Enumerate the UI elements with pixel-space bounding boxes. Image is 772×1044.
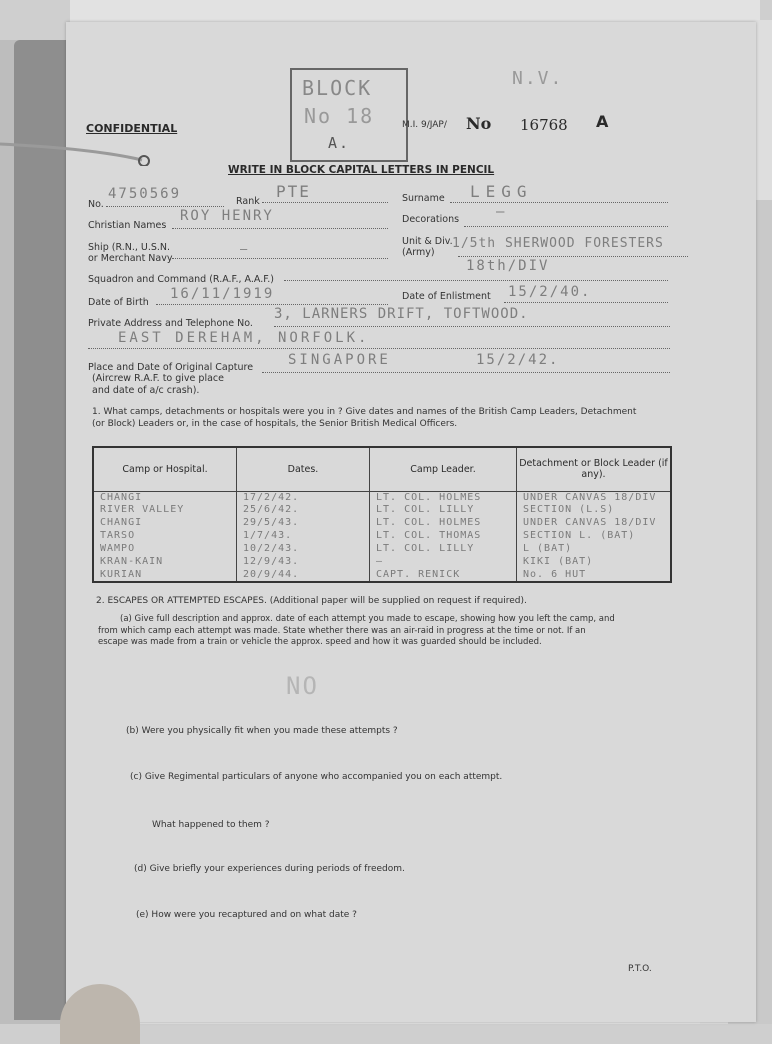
leader-cell: CAPT. RENICK: [370, 569, 517, 582]
folder-binding-strip: [14, 40, 70, 1020]
camp-cell: WAMPO: [93, 543, 237, 556]
table-row: [93, 556, 671, 569]
leader-cell: LT. COL. HOLMES: [370, 517, 517, 530]
address-label: Private Address and Telephone No.: [88, 318, 253, 329]
corner-note: N.V.: [512, 68, 564, 89]
detachment-cell: No. 6 HUT: [517, 569, 672, 582]
question-2c: (c) Give Regimental particulars of anyone who accompanied you on each attempt.: [130, 772, 503, 782]
capture-label-1: Place and Date of Original Capture: [88, 362, 254, 373]
christian-names-label: Christian Names: [88, 220, 167, 231]
squadron-line: [284, 266, 668, 281]
leader-cell: LT. COL. LILLY: [370, 543, 517, 556]
form-number: 16768: [520, 116, 568, 134]
mi-reference: M.I. 9/JAP/: [402, 120, 447, 130]
detachment-cell: UNDER CANVAS 18/DIV: [517, 517, 672, 530]
capture-label-2: (Aircrew R.A.F. to give place: [92, 373, 224, 384]
pto-label: P.T.O.: [628, 964, 652, 974]
question-2b: (b) Were you physically fit when you made these attempts ?: [126, 726, 398, 736]
form-suffix: A: [596, 112, 609, 131]
header-detachment: Detachment or Block Leader (if any).: [517, 447, 672, 491]
ship-line: [172, 244, 388, 259]
question-2-title: 2. ESCAPES OR ATTEMPTED ESCAPES. (Additional paper will be supplied on request if required).: [96, 596, 527, 606]
header-dates: Dates.: [237, 447, 370, 491]
detachment-cell: L (BAT): [517, 543, 672, 556]
question-2e: (e) How were you recaptured and on what date ?: [136, 910, 357, 920]
ship-value: —: [240, 242, 250, 256]
leader-cell: LT. COL. LILLY: [370, 504, 517, 517]
decorations-value: —: [496, 204, 507, 220]
table-row: [93, 543, 671, 556]
table-row: [93, 491, 671, 504]
rank-label: Rank: [236, 196, 260, 207]
unit-label-2: (Army): [402, 247, 435, 258]
camp-cell: TARSO: [93, 530, 237, 543]
unit-label-1: Unit & Div.: [402, 236, 453, 247]
question-2c-sub: What happened to them ?: [152, 820, 270, 830]
detachment-cell: SECTION (L.S): [517, 504, 672, 517]
detachment-cell: UNDER CANVAS 18/DIV: [517, 491, 672, 504]
unit-value-1: 1/5th SHERWOOD FORESTERS: [452, 236, 664, 251]
leader-cell: LT. COL. THOMAS: [370, 530, 517, 543]
question-2a-line-3: escape was made from a train or vehicle the approx. speed and how it was guarded should be included.: [98, 637, 542, 647]
ship-label-2: or Merchant Navy: [88, 253, 173, 264]
date-cell: 1/7/43.: [237, 530, 370, 543]
camp-cell: KRAN-KAIN: [93, 556, 237, 569]
camp-cell: CHANGI: [93, 517, 237, 530]
leader-cell: LT. COL. HOLMES: [370, 491, 517, 504]
table-row: [93, 504, 671, 517]
unit-value-2: 18th/DIV: [466, 258, 550, 274]
dob-label: Date of Birth: [88, 297, 149, 308]
ship-label-1: Ship (R.N., U.S.N.: [88, 242, 171, 253]
instruction-heading: WRITE IN BLOCK CAPITAL LETTERS IN PENCIL: [228, 164, 495, 176]
question-2a-line-1: (a) Give full description and approx. date of each attempt you made to escape, showing how you left the camp, and: [120, 614, 615, 624]
detachment-cell: SECTION L. (BAT): [517, 530, 672, 543]
address-value-2: EAST DEREHAM, NORFOLK.: [118, 330, 370, 346]
decorations-label: Decorations: [402, 214, 460, 225]
header-camp-leader: Camp Leader.: [370, 447, 517, 491]
surname-label: Surname: [402, 193, 445, 204]
leader-cell: —: [370, 556, 517, 569]
date-cell: 17/2/42.: [237, 491, 370, 504]
question-2d: (d) Give briefly your experiences during periods of freedom.: [134, 864, 405, 874]
date-cell: 29/5/43.: [237, 517, 370, 530]
capture-place: SINGAPORE: [288, 352, 391, 368]
decorations-line: [464, 212, 668, 227]
confidential-label: CONFIDENTIAL: [86, 122, 178, 135]
header-camp: Camp or Hospital.: [93, 447, 237, 491]
date-cell: 10/2/43.: [237, 543, 370, 556]
block-stamp: [290, 68, 408, 162]
stamp-line-3: A.: [328, 134, 351, 152]
table-row: [93, 530, 671, 543]
form-number-label: No: [466, 114, 492, 133]
rank-value: PTE: [276, 182, 311, 201]
stamp-line-1: BLOCK: [302, 76, 373, 100]
camp-cell: CHANGI: [93, 491, 237, 504]
dob-value: 16/11/1919: [170, 286, 275, 302]
question-2a-line-2: from which camp each attempt was made. State whether there was an air-raid in progress at the time or not. If an: [98, 626, 586, 636]
camps-table-header-row: [93, 447, 671, 491]
question-2a-answer: NO: [286, 672, 319, 700]
squadron-label: Squadron and Command (R.A.F., A.A.F.): [88, 274, 274, 285]
camps-table: [92, 446, 672, 583]
date-cell: 20/9/44.: [237, 569, 370, 582]
camp-cell: KURIAN: [93, 569, 237, 582]
no-value: 4750569: [108, 186, 182, 202]
camp-cell: RIVER VALLEY: [93, 504, 237, 517]
enlistment-value: 15/2/40.: [508, 284, 592, 300]
surname-value: LEGG: [470, 182, 533, 201]
camps-table-body: [93, 491, 671, 582]
stamp-line-2: No 18: [304, 104, 375, 128]
detachment-cell: KIKI (BAT): [517, 556, 672, 569]
table-row: [93, 517, 671, 530]
address-value-1: 3, LARNERS DRIFT, TOFTWOOD.: [274, 306, 529, 322]
enlistment-label: Date of Enlistment: [402, 291, 491, 302]
capture-label-3: and date of a/c crash).: [92, 385, 200, 396]
capture-date: 15/2/42.: [476, 352, 560, 368]
question-1-line-1: 1. What camps, detachments or hospitals were you in ? Give dates and names of the British Camp Leaders, Detachment: [92, 407, 637, 417]
no-label: No.: [88, 199, 104, 210]
string-tie: [0, 140, 150, 166]
date-cell: 25/6/42.: [237, 504, 370, 517]
christian-names-value: ROY HENRY: [180, 208, 274, 224]
question-1-line-2: (or Block) Leaders or, in the case of hospitals, the Senior British Medical Officers.: [92, 419, 458, 429]
date-cell: 12/9/43.: [237, 556, 370, 569]
table-row: [93, 569, 671, 582]
